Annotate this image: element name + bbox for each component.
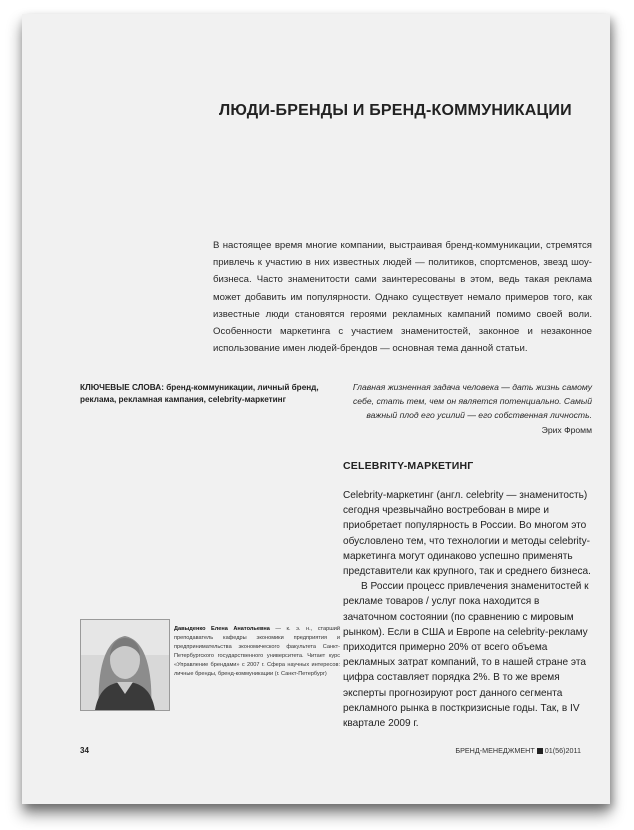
- author-photo: [80, 619, 170, 711]
- article-title: ЛЮДИ-БРЕНДЫ И БРЕНД-КОММУНИКАЦИИ: [219, 102, 572, 119]
- journal-name: БРЕНД-МЕНЕДЖМЕНТ: [455, 746, 535, 755]
- epigraph: [340, 380, 592, 437]
- body-paragraph: В России процесс привлечения знаменитостей к рекламе товаров / услуг пока находится в зачаточном состоянии (по сравнению с мировым рынком). Если в США и Европе на celebrity-рекламу приходится примерно 20% от всего объема рекламных затрат компаний, то в нашей стране эта цифра составляет порядка 2%. В то же время эксперты прогнозируют рост данного сегмента рекламного рынка в посткризисные годы. Так, в IV квартале 2009 г.: [343, 581, 589, 730]
- issue-number: 01(56)2011: [544, 746, 581, 755]
- author-portrait-icon: [81, 620, 169, 710]
- epigraph-quote: Главная жизненная задача человека — дать жизнь самому себе, стать тем, чем он является потенциально. Самый важный плод его усилий — его собственная личность.: [352, 382, 592, 421]
- body-paragraph: Celebrity-маркетинг (англ. celebrity — знаменитость) сегодня чрезвычайно востребован в мире и приобретает популярность в России. Во многом это обусловлено тем, что технологии и методы celebrity-маркетинга могут одинаково успешно применять представители как крупного, так и среднего бизнеса.: [343, 490, 591, 578]
- epigraph-author: Эрих Фромм: [541, 424, 592, 435]
- intro-text: В настоящее время многие компании, выстраивая бренд-коммуникации, стремятся привлечь к участию в них известных людей — политиков, спортсменов, звезд шоу-бизнеса. Часто знаменитости сами заинтересованы в этом, ведь такая реклама может добавить им популярности. Однако существует немало примеров того, как известные люди становятся героями рекламных кампаний помимо своей воли. Особенности маркетинга с участием знаменитостей, законное и незаконное использование имен людей-брендов — основная тема данной статьи.: [213, 240, 592, 355]
- article-intro: [213, 237, 592, 357]
- author-name: Давыденко Елена Анатольевна: [174, 626, 270, 632]
- author-bio: [174, 625, 340, 680]
- section-heading: CELEBRITY-МАРКЕТИНГ: [343, 460, 474, 472]
- square-icon: [537, 748, 543, 754]
- keywords: КЛЮЧЕВЫЕ СЛОВА: бренд-коммуникации, личный бренд, реклама, рекламная кампания, celebrity-маркетинг: [80, 383, 319, 404]
- body-column: [343, 488, 595, 731]
- footer-journal: [455, 746, 581, 755]
- magazine-page: [22, 14, 610, 804]
- page-number: 34: [80, 746, 89, 755]
- author-description: — к. э. н., старший преподаватель кафедры экономики предприятия и предпринимательства экономического факультета Санкт-Петербургского государственного университета. Читает курс «Управление брендами» с 2007 г. Сфера научных интересов: личные бренды, бренд-коммуникации (г. Санкт-Петербург): [174, 626, 340, 678]
